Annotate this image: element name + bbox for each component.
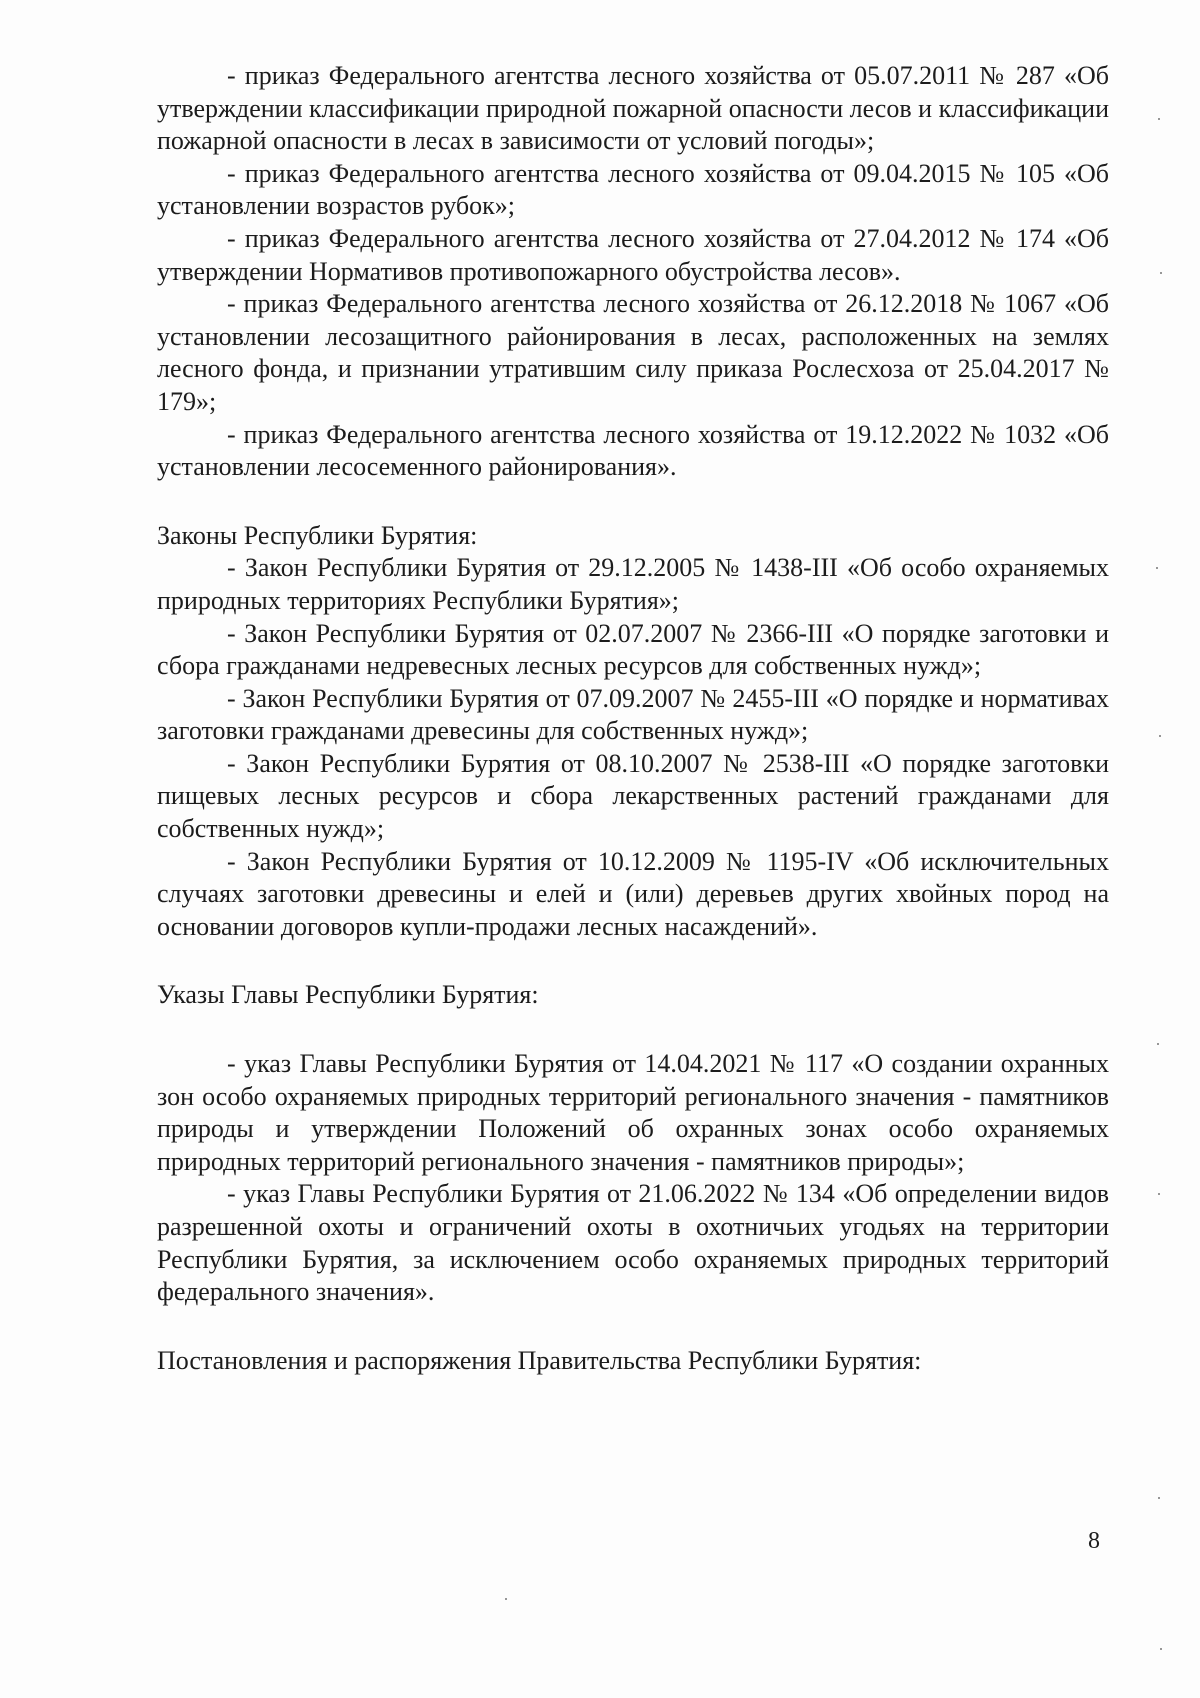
list-item-federal-order: - приказ Федерального агентства лесного хозяйства от 09.04.2015 № 105 «Об установлении возрастов рубок»; <box>157 158 1109 221</box>
scan-speck <box>1157 1043 1159 1045</box>
scan-speck <box>1160 1648 1162 1650</box>
scan-speck <box>1159 735 1161 737</box>
document-body <box>157 60 1109 1377</box>
list-item-law: - Закон Республики Бурятия от 08.10.2007 № 2538-III «О порядке заготовки пищевых лесных ресурсов и сбора лекарственных растений гражданами для собственных нужд»; <box>157 748 1109 844</box>
scan-speck <box>1158 1193 1160 1195</box>
scan-speck <box>1158 1497 1160 1499</box>
scan-speck <box>1158 118 1160 120</box>
list-item-law: - Закон Республики Бурятия от 10.12.2009 № 1195-IV «Об исключительных случаях заготовки древесины и елей и (или) деревьев других хвойных пород на основании договоров купли-продажи лесных насаждений». <box>157 846 1109 941</box>
scan-speck <box>1156 567 1158 569</box>
section-heading-decrees: Указы Главы Республики Бурятия: <box>157 980 539 1010</box>
scan-speck <box>505 1598 507 1600</box>
list-item-federal-order: - приказ Федерального агентства лесного хозяйства от 05.07.2011 № 287 «Об утверждении классификации природной пожарной опасности лесов и классификации пожарной опасности в лесах в зависимости от условий погоды»; <box>157 61 1109 156</box>
list-item-law: - Закон Республики Бурятия от 07.09.2007 № 2455-III «О порядке и нормативах заготовки гражданами древесины для собственных нужд»; <box>157 683 1109 746</box>
list-item-federal-order: - приказ Федерального агентства лесного хозяйства от 26.12.2018 № 1067 «Об установлении лесозащитного районирования в лесах, расположенных на землях лесного фонда, и признании утратившим силу приказа Рослесхоза от 25.04.2017 № 179»; <box>157 289 1109 416</box>
list-item-federal-order: - приказ Федерального агентства лесного хозяйства от 27.04.2012 № 174 «Об утверждении Нормативов противопожарного обустройства лесов». <box>157 223 1109 286</box>
list-item-law: - Закон Республики Бурятия от 29.12.2005 № 1438-III «Об особо охраняемых природных территориях Республики Бурятия»; <box>157 553 1109 615</box>
scan-speck <box>1160 272 1162 274</box>
list-item-decree: - указ Главы Республики Бурятия от 14.04.2021 № 117 «О создании охранных зон особо охраняемых природных территорий регионального значения - памятников природы и утверждении Положений об охранных зонах особо охраняемых природных территорий регионального значения - памятников природы»; <box>157 1049 1109 1176</box>
section-heading-resolutions: Постановления и распоряжения Правительства Республики Бурятия: <box>157 1345 922 1375</box>
list-item-decree: - указ Главы Республики Бурятия от 21.06.2022 № 134 «Об определении видов разрешенной охоты и ограничений охоты в охотничьих угодьях на территории Республики Бурятия, за исключением особо охраняемых природных территорий федерального значения». <box>157 1179 1109 1307</box>
list-item-federal-order: - приказ Федерального агентства лесного хозяйства от 19.12.2022 № 1032 «Об установлении лесосеменного районирования». <box>157 419 1109 482</box>
page-number: 8 <box>1088 1528 1100 1554</box>
list-item-law: - Закон Республики Бурятия от 02.07.2007 № 2366-III «О порядке заготовки и сбора гражданами недревесных лесных ресурсов для собственных нужд»; <box>157 618 1109 681</box>
section-heading-laws: Законы Республики Бурятия: <box>157 520 478 550</box>
